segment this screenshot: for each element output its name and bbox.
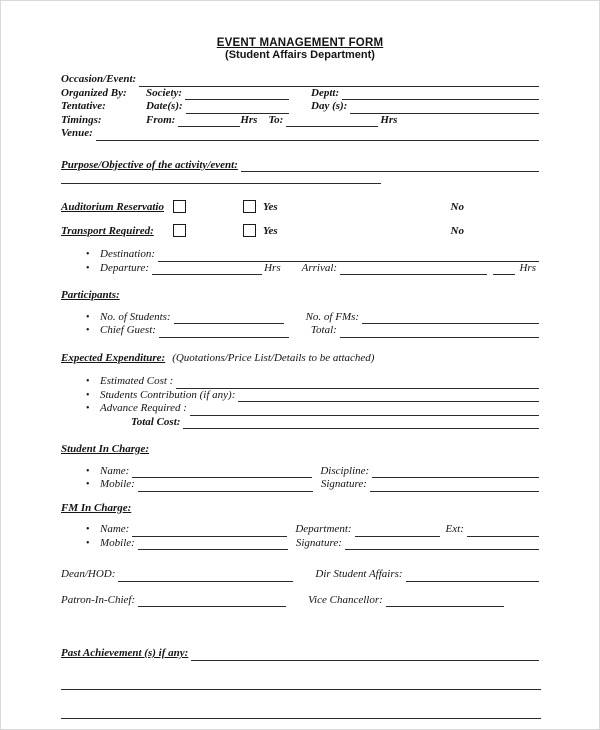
tentative-row	[61, 100, 539, 114]
dir-student-affairs-label: Dir Student Affairs:	[315, 568, 403, 580]
student-mobile-blank[interactable]	[138, 480, 313, 492]
fm-in-charge-heading-row	[61, 502, 539, 516]
organized-by-row	[61, 87, 539, 101]
fm-name-label: Name:	[100, 523, 130, 535]
departure-label: Departure:	[100, 261, 150, 274]
days-label: Day (s):	[311, 100, 348, 112]
fm-department-label: Department:	[295, 523, 352, 535]
participants-heading: Participants:	[61, 289, 120, 301]
no-of-students-label: No. of Students:	[100, 310, 171, 323]
student-in-charge-heading-row	[61, 443, 539, 457]
chief-guest-row	[61, 324, 539, 338]
society-label: Society:	[146, 86, 183, 99]
past-achievements-blank[interactable]	[191, 649, 539, 661]
timings-label: Timings:	[61, 113, 102, 126]
patron-row	[61, 594, 539, 608]
fm-name-blank[interactable]	[132, 525, 287, 537]
arrival-label: Arrival:	[301, 261, 338, 274]
venue-label: Venue:	[61, 127, 93, 139]
bullet-icon: •	[86, 262, 90, 274]
auditorium-no-label: No	[450, 200, 464, 213]
fm-mobile-row	[61, 537, 539, 551]
form-title: EVENT MANAGEMENT FORM	[216, 37, 384, 49]
occasion-row	[61, 73, 539, 87]
days-blank[interactable]	[350, 102, 539, 114]
estimated-cost-row	[61, 375, 539, 389]
arrival-blank[interactable]	[340, 263, 487, 275]
expenditure-note: (Quotations/Price List/Details to be attached)	[172, 351, 375, 364]
dates-blank[interactable]	[186, 102, 289, 114]
auditorium-yes-label: Yes	[263, 200, 278, 213]
tentative-label: Tentative:	[61, 100, 106, 112]
from-label: From:	[146, 113, 176, 126]
transport-no-label: No	[450, 224, 464, 237]
past-achievements-line-1[interactable]	[61, 677, 541, 690]
destination-blank[interactable]	[158, 250, 539, 262]
vice-chancellor-blank[interactable]	[386, 595, 504, 607]
discipline-blank[interactable]	[372, 466, 539, 478]
dean-hod-label: Dean/HOD:	[61, 568, 116, 580]
student-name-label: Name:	[100, 464, 130, 477]
bullet-icon: •	[86, 465, 90, 477]
total-cost-blank[interactable]	[183, 417, 539, 429]
no-of-fms-label: No. of FMs:	[305, 310, 360, 323]
patron-in-chief-label: Patron-In-Chief:	[61, 593, 136, 606]
patron-in-chief-blank[interactable]	[138, 595, 286, 607]
purpose-blank-1[interactable]	[241, 160, 539, 172]
expenditure-heading: Expected Expenditure:	[61, 351, 166, 364]
from-hrs-label: Hrs	[240, 113, 258, 126]
student-name-blank[interactable]	[132, 466, 312, 478]
society-blank[interactable]	[185, 88, 289, 100]
auditorium-label: Auditorium Reservatio	[61, 200, 164, 213]
participants-heading-row	[61, 289, 539, 303]
students-row	[61, 311, 539, 325]
departure-row	[61, 262, 539, 276]
vice-chancellor-label: Vice Chancellor:	[308, 593, 383, 606]
bullet-icon: •	[86, 403, 90, 414]
past-achievements-row	[61, 647, 539, 661]
student-in-charge-heading: Student In Charge:	[61, 443, 150, 455]
chief-guest-label: Chief Guest:	[100, 324, 156, 336]
advance-required-label: Advance Required :	[100, 402, 187, 414]
purpose-heading: Purpose/Objective of the activity/event:	[61, 158, 238, 171]
bullet-icon: •	[86, 389, 90, 401]
to-hrs-label: Hrs	[380, 113, 398, 126]
occasion-blank[interactable]	[139, 75, 539, 87]
expenditure-heading-row	[61, 352, 539, 366]
departure-hrs-label: Hrs	[264, 261, 281, 274]
auditorium-checkbox[interactable]	[173, 200, 186, 213]
fm-ext-label: Ext:	[445, 523, 464, 535]
fm-signature-label: Signature:	[295, 536, 342, 549]
student-mobile-row	[61, 478, 539, 492]
bullet-icon: •	[86, 311, 90, 323]
fm-mobile-blank[interactable]	[138, 538, 288, 550]
fm-department-blank[interactable]	[355, 525, 440, 537]
purpose-row	[61, 159, 539, 173]
fm-in-charge-heading: FM In Charge:	[61, 501, 132, 514]
occasion-label: Occasion/Event:	[61, 73, 137, 85]
bullet-icon: •	[86, 249, 90, 260]
transport-row	[61, 224, 539, 238]
advance-required-row	[61, 402, 539, 416]
destination-label: Destination:	[100, 248, 155, 260]
deptt-blank[interactable]	[342, 88, 539, 100]
dean-row	[61, 568, 539, 582]
students-contribution-blank[interactable]	[238, 390, 539, 402]
bullet-icon: •	[86, 325, 90, 336]
estimated-cost-blank[interactable]	[176, 377, 539, 389]
total-blank[interactable]	[340, 326, 539, 338]
dean-hod-blank[interactable]	[118, 570, 293, 582]
past-achievements-line-2[interactable]	[61, 706, 541, 719]
discipline-label: Discipline:	[320, 464, 370, 477]
bullet-icon: •	[86, 479, 90, 490]
total-cost-label: Total Cost:	[131, 415, 181, 428]
venue-row	[61, 127, 539, 141]
bullet-icon: •	[86, 376, 90, 387]
no-of-fms-blank[interactable]	[362, 312, 539, 324]
transport-yes-checkbox[interactable]	[243, 224, 256, 237]
departure-blank[interactable]	[152, 263, 262, 275]
purpose-blank-2[interactable]	[61, 172, 381, 184]
student-name-row	[61, 465, 539, 479]
purpose-row-2	[61, 172, 539, 184]
organized-by-label: Organized By:	[61, 86, 127, 99]
form-subtitle: (Student Affairs Department)	[225, 49, 375, 61]
bullet-icon: •	[86, 524, 90, 535]
timings-row	[61, 114, 539, 128]
chief-guest-blank[interactable]	[159, 326, 289, 338]
dates-label: Date(s):	[146, 100, 183, 112]
venue-blank[interactable]	[96, 129, 539, 141]
fm-signature-blank[interactable]	[345, 538, 539, 550]
dir-student-affairs-blank[interactable]	[406, 570, 539, 582]
total-cost-row	[61, 416, 539, 430]
arrival-blank-2[interactable]	[493, 263, 515, 275]
fm-mobile-label: Mobile:	[100, 536, 135, 549]
estimated-cost-label: Estimated Cost :	[100, 375, 174, 387]
students-contribution-label: Students Contribution (if any):	[100, 388, 236, 401]
auditorium-row	[61, 200, 539, 214]
bullet-icon: •	[86, 537, 90, 549]
to-blank[interactable]	[286, 115, 378, 127]
fm-ext-blank[interactable]	[467, 525, 539, 537]
transport-yes-label: Yes	[263, 224, 278, 237]
student-signature-label: Signature:	[320, 478, 367, 490]
transport-label: Transport Required:	[61, 224, 154, 237]
fm-name-row	[61, 523, 539, 537]
students-contribution-row	[61, 389, 539, 403]
past-achievements-heading: Past Achievement (s) if any:	[61, 647, 189, 659]
auditorium-yes-checkbox[interactable]	[243, 200, 256, 213]
total-label: Total:	[310, 324, 337, 336]
to-label: To:	[268, 113, 284, 126]
arrival-hrs-label: Hrs	[519, 261, 536, 274]
destination-row	[61, 248, 539, 262]
no-of-students-blank[interactable]	[174, 312, 284, 324]
student-signature-blank[interactable]	[370, 480, 539, 492]
student-mobile-label: Mobile:	[100, 478, 135, 490]
advance-required-blank[interactable]	[190, 404, 539, 416]
transport-checkbox[interactable]	[173, 224, 186, 237]
deptt-label: Deptt:	[311, 86, 340, 99]
from-blank[interactable]	[178, 115, 240, 127]
